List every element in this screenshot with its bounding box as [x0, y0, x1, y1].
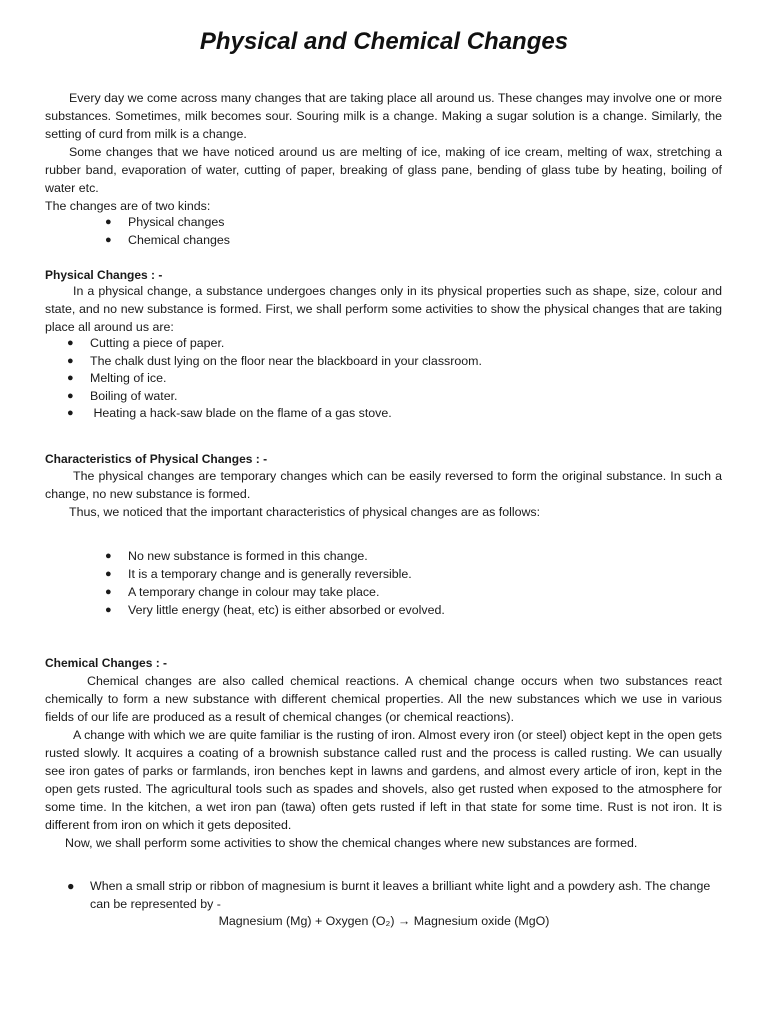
- list-item: ● No new substance is formed in this change.: [105, 549, 368, 563]
- physical-heading: Physical Changes : -: [45, 268, 163, 282]
- bullet-icon: ●: [105, 550, 112, 562]
- chemical-section: [45, 672, 722, 852]
- page-title: Physical and Chemical Changes: [199, 28, 569, 55]
- list-item: ● Physical changes: [45, 214, 722, 232]
- intro-paragraph-2: Some changes that we have noticed around us are melting of ice, making of ice cream, melting of wax, stretching a rubber band, evaporation of water, cutting of paper, breaking of glass pane, bending of glass tube by heating, boiling of water etc.: [45, 145, 722, 195]
- list-item: ● The chalk dust lying on the floor near the blackboard in your classroom.: [45, 353, 722, 371]
- kinds-list: [45, 214, 722, 249]
- chemical-equation: Magnesium (Mg) + Oxygen (O₂) → Magnesium oxide (MgO): [218, 914, 550, 928]
- chemical-paragraph-2: A change with which we are quite familiar is the rusting of iron. Almost every iron (or steel) object kept in the open gets rusted slowly. It acquires a coating of a brownish substance called rust and the process is called rusting. We can usually see iron gates of parks or farmlands, iron benches kept in lawns and gardens, and almost every article of iron, kept in the open gets rusted. The agricultural tools such as spades and shovels, also get rusted when exposed to the atmosphere for some time. In the kitchen, a wet iron pan (tawa) often gets rusted if left in that state for some time. Rust is not iron. It is different from iron on which it gets deposited.: [45, 728, 722, 832]
- bullet-icon: ●: [67, 879, 75, 893]
- intro-section: [45, 89, 722, 215]
- chemical-paragraph-3: Now, we shall perform some activities to show the chemical changes where new substances are formed.: [65, 836, 638, 850]
- bullet-icon: ●: [105, 568, 112, 580]
- characteristics-paragraph-1: The physical changes are temporary changes which can be easily reversed to form the original substance. In such a change, no new substance is formed.: [45, 469, 722, 501]
- characteristics-list-container: [45, 547, 722, 619]
- characteristics-heading: Characteristics of Physical Changes : -: [45, 452, 268, 466]
- list-item: ● A temporary change in colour may take place.: [105, 585, 380, 599]
- characteristics-section: [45, 467, 722, 521]
- bullet-icon: ●: [105, 233, 112, 246]
- characteristics-list: [45, 547, 722, 619]
- list-item: ● Melting of ice.: [45, 370, 722, 388]
- bullet-icon: ●: [105, 604, 112, 616]
- bullet-icon: ●: [67, 407, 74, 419]
- list-item: ● Boiling of water.: [45, 388, 722, 406]
- list-item: ● It is a temporary change and is generally reversible.: [105, 567, 412, 581]
- list-item: ● Very little energy (heat, etc) is either absorbed or evolved.: [105, 603, 445, 617]
- list-item: ● Heating a hack-saw blade on the flame of a gas stove.: [45, 405, 722, 423]
- physical-examples-container: [45, 335, 722, 423]
- physical-section: [45, 282, 722, 336]
- bullet-icon: ●: [105, 216, 112, 228]
- characteristics-paragraph-2: Thus, we noticed that the important characteristics of physical changes are as follows:: [69, 505, 541, 519]
- list-item: ● Chemical changes: [45, 232, 722, 250]
- list-item: ● When a small strip or ribbon of magnesium is burnt it leaves a brilliant white light and a powdery ash. The change can be represented by -: [67, 879, 711, 911]
- physical-paragraph: In a physical change, a substance undergoes changes only in its physical properties such as shape, size, colour and state, and no new substance is formed. First, we shall perform some activities to show the physical changes that are taking place all around us are:: [45, 284, 722, 334]
- kinds-list-container: [45, 214, 722, 249]
- bullet-icon: ●: [67, 389, 74, 402]
- chemical-paragraph-1: Chemical changes are also called chemical reactions. A chemical change occurs when two substances react chemically to form a new substance with different chemical properties. All the new substances which we use in various fields of our life are produced as a result of chemical changes (or chemical reactions).: [45, 674, 722, 724]
- bullet-icon: ●: [67, 354, 74, 367]
- intro-paragraph-1: Every day we come across many changes that are taking place all around us. These changes may involve one or more substances. Sometimes, milk becomes sour. Souring milk is a change. Making a sugar solution is a change. Similarly, the setting of curd from milk is a change.: [45, 91, 722, 141]
- physical-examples-list: [45, 335, 722, 423]
- bullet-icon: ●: [105, 586, 112, 598]
- chemical-heading: Chemical Changes : -: [45, 656, 168, 670]
- bullet-icon: ●: [67, 372, 74, 384]
- activity-container: [45, 877, 722, 913]
- bullet-icon: ●: [67, 337, 74, 349]
- intro-paragraph-3: The changes are of two kinds:: [45, 199, 211, 213]
- list-item: ● Cutting a piece of paper.: [45, 335, 722, 353]
